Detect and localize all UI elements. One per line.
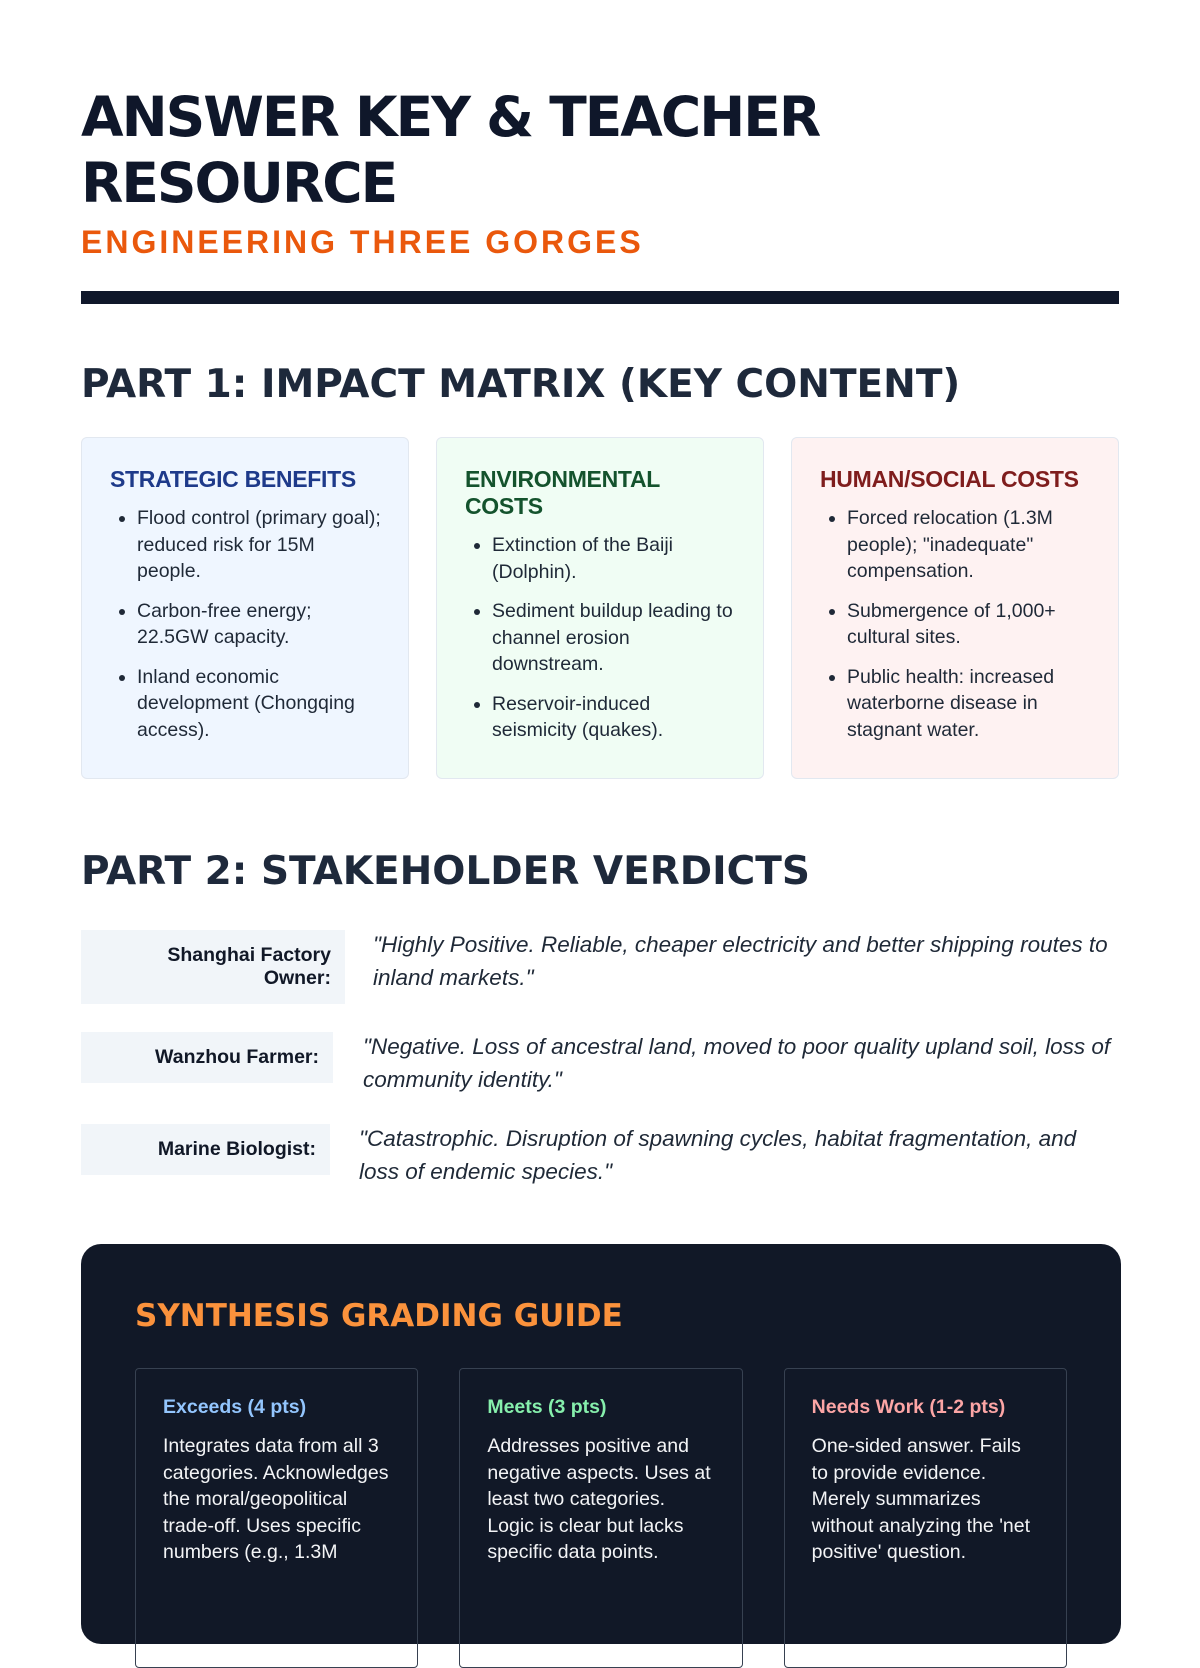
grade-card-title: Meets (3 pts) bbox=[487, 1396, 607, 1418]
verdict-label: Marine Biologist: bbox=[81, 1124, 330, 1175]
part2-heading: PART 2: STAKEHOLDER VERDICTS bbox=[81, 849, 810, 894]
stakeholder-verdicts bbox=[81, 928, 1119, 1188]
verdict-label: Wanzhou Farmer: bbox=[81, 1032, 333, 1083]
grade-card-text: Addresses positive and negative aspects. Uses at least two categories. Logic is clear but lacks specific data points. bbox=[487, 1435, 711, 1563]
grade-card-text: Integrates data from all 3 categories. Acknowledges the moral/geopolitical trade-off. Uses specific numbers (e.g., 1.3M bbox=[163, 1435, 389, 1563]
grade-card-title: Exceeds (4 pts) bbox=[163, 1396, 307, 1418]
card-list bbox=[465, 532, 737, 744]
page-title bbox=[81, 0, 1119, 216]
card-list bbox=[820, 505, 1092, 743]
verdict-quote: "Negative. Loss of ancestral land, moved to poor quality upland soil, loss of community identity." bbox=[363, 1034, 1111, 1092]
list-item: • Submergence of 1,000+ cultural sites. bbox=[847, 598, 1092, 651]
grade-card-text: One-sided answer. Fails to provide evidence. Merely summarizes without analyzing the 'net positive' question. bbox=[811, 1435, 1031, 1563]
part1-heading: PART 1: IMPACT MATRIX (KEY CONTENT) bbox=[81, 362, 961, 407]
synthesis-grading-guide bbox=[81, 1244, 1121, 1644]
card-title: HUMAN/SOCIAL COSTS bbox=[820, 466, 1079, 492]
human-social-costs-card bbox=[791, 437, 1119, 779]
verdict-quote: "Catastrophic. Disruption of spawning cycles, habitat fragmentation, and loss of endemic species." bbox=[359, 1126, 1077, 1184]
page-title-line-1: ANSWER KEY & TEACHER bbox=[81, 85, 820, 149]
environmental-costs-card bbox=[436, 437, 764, 779]
grading-cards bbox=[135, 1368, 1067, 1668]
card-list bbox=[110, 505, 382, 743]
list-item: • Forced relocation (1.3M people); "inadequate" compensation. bbox=[847, 505, 1092, 585]
list-item: • Inland economic development (Chongqing access). bbox=[137, 664, 382, 744]
list-item: • Public health: increased waterborne disease in stagnant water. bbox=[847, 664, 1092, 744]
list-item: • Extinction of the Baiji (Dolphin). bbox=[492, 532, 737, 585]
impact-matrix bbox=[81, 437, 1119, 779]
verdict-row bbox=[81, 928, 1119, 1004]
strategic-benefits-card bbox=[81, 437, 409, 779]
list-item: • Carbon-free energy; 22.5GW capacity. bbox=[137, 598, 382, 651]
list-item: • Flood control (primary goal); reduced risk for 15M people. bbox=[137, 505, 382, 585]
verdict-row bbox=[81, 1122, 1119, 1188]
card-title: STRATEGIC BENEFITS bbox=[110, 466, 356, 492]
page-title-line-2: RESOURCE bbox=[81, 151, 397, 215]
grade-card-exceeds bbox=[135, 1368, 418, 1668]
grade-card-title: Needs Work (1-2 pts) bbox=[811, 1396, 1006, 1418]
grade-card-meets bbox=[459, 1368, 742, 1668]
card-title: ENVIRONMENTAL COSTS bbox=[465, 466, 660, 519]
verdict-label: Shanghai Factory Owner: bbox=[81, 930, 345, 1004]
list-item: • Reservoir-induced seismicity (quakes). bbox=[492, 691, 737, 744]
page-subtitle: ENGINEERING THREE GORGES bbox=[81, 224, 644, 260]
list-item: • Sediment buildup leading to channel erosion downstream. bbox=[492, 598, 737, 678]
grade-card-needs-work bbox=[784, 1368, 1067, 1668]
verdict-row bbox=[81, 1030, 1119, 1096]
header-divider bbox=[81, 291, 1119, 304]
verdict-quote: "Highly Positive. Reliable, cheaper electricity and better shipping routes to inland markets." bbox=[373, 932, 1108, 990]
guide-heading: SYNTHESIS GRADING GUIDE bbox=[135, 1298, 623, 1334]
